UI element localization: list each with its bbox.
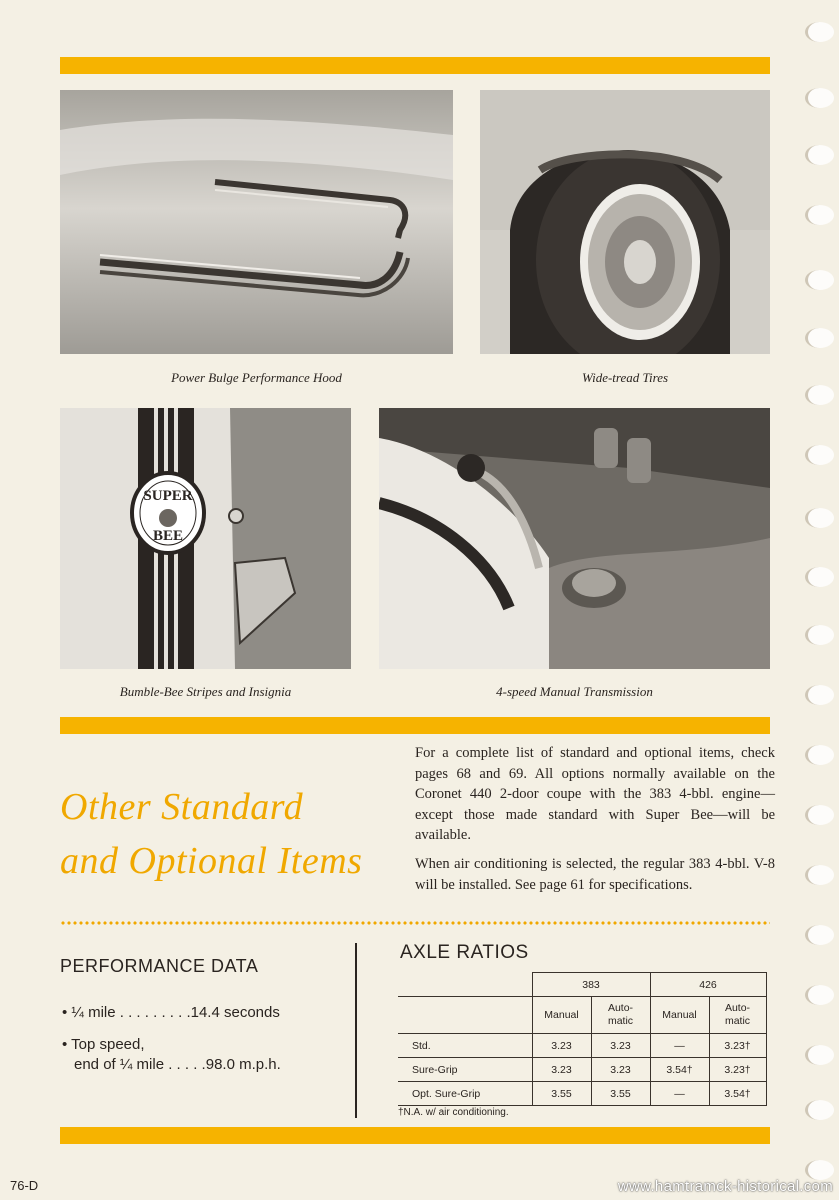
binder-hole [805,685,834,705]
section-heading [60,780,400,888]
binder-hole [805,925,834,945]
binder-hole [805,1160,834,1180]
table-corner [398,973,532,997]
dotted-separator [60,921,770,925]
table-row [398,1082,766,1106]
column-divider [355,943,357,1118]
tire-photo [480,90,770,354]
transmission-header: Auto- matic [591,997,650,1034]
table-cell: 3.23† [709,1058,766,1082]
table-cell: 3.23 [532,1058,591,1082]
bottom-accent-bar [60,1127,770,1144]
binder-hole [805,567,834,587]
top-accent-bar [60,57,770,74]
middle-accent-bar [60,717,770,734]
binder-hole [805,805,834,825]
section-heading-line1: Other Standard [60,786,304,828]
section-heading-line2: and Optional Items [60,840,363,882]
super-bee-photo [60,408,351,669]
table-row [398,1034,766,1058]
binder-hole [805,865,834,885]
ac-paragraph: When air conditioning is selected, the regular 383 4-bbl. V-8 will be installed. See page 61 for specifications. [415,856,775,893]
binder-hole [805,508,834,528]
binder-hole [805,745,834,765]
binder-hole [805,625,834,645]
super-bee-caption: Bumble-Bee Stripes and Insignia [119,684,292,699]
hood-photo [60,90,453,354]
transmission-caption: 4-speed Manual Transmission [496,684,653,699]
emblem-super-text: SUPER [143,488,193,504]
row-label: Sure-Grip [398,1058,532,1082]
table-cell: — [650,1034,709,1058]
transmission-header: Manual [650,997,709,1034]
binder-hole [805,22,834,42]
binder-hole [805,1100,834,1120]
binder-hole [805,88,834,108]
table-cell: 3.55 [532,1082,591,1106]
binder-hole [805,270,834,290]
row-label: Std. [398,1034,532,1058]
table-cell: 3.23† [709,1034,766,1058]
binder-hole [805,145,834,165]
transmission-photo [379,408,770,669]
table-cell: 3.23 [591,1058,650,1082]
intro-paragraph: For a complete list of standard and optional items, check pages 68 and 69. All options normally available on the Coronet 440 2-door coupe with the 383 4-bbl. engine—except those made standard with Super Bee—will be available. [415,745,775,843]
performance-title: PERFORMANCE DATA [60,956,259,976]
performance-top-speed-line1: • Top speed, [62,1036,145,1053]
axle-ratios-title: AXLE RATIOS [400,942,529,963]
tire-caption: Wide-tread Tires [581,370,669,385]
page-number: 76-D [10,1178,39,1193]
binder-holes [799,0,839,1200]
performance-quarter-mile: • ¼ mile . . . . . . . . .14.4 seconds [62,1004,280,1021]
table-cell: 3.23 [532,1034,591,1058]
table-cell: — [650,1082,709,1106]
engine-header-426: 426 [650,973,766,997]
table-corner [398,997,532,1034]
transmission-header: Auto- matic [709,997,766,1034]
axle-ratios-table [398,972,767,1106]
table-row [398,1058,766,1082]
emblem-bee-text: BEE [152,528,184,544]
binder-hole [805,205,834,225]
table-cell: 3.54† [709,1082,766,1106]
hood-caption: Power Bulge Performance Hood [171,370,342,385]
axle-footnote: †N.A. w/ air conditioning. [398,1107,509,1118]
binder-hole [805,385,834,405]
binder-hole [805,328,834,348]
binder-hole [805,985,834,1005]
engine-header-383: 383 [532,973,650,997]
binder-hole [805,1045,834,1065]
table-cell: 3.54† [650,1058,709,1082]
watermark-url: www.hamtramck-historical.com [617,1178,833,1195]
row-label: Opt. Sure-Grip [398,1082,532,1106]
binder-hole [805,445,834,465]
table-cell: 3.23 [591,1034,650,1058]
performance-top-speed-line2: end of ¼ mile . . . . .98.0 m.p.h. [74,1056,281,1073]
transmission-header: Manual [532,997,591,1034]
table-cell: 3.55 [591,1082,650,1106]
